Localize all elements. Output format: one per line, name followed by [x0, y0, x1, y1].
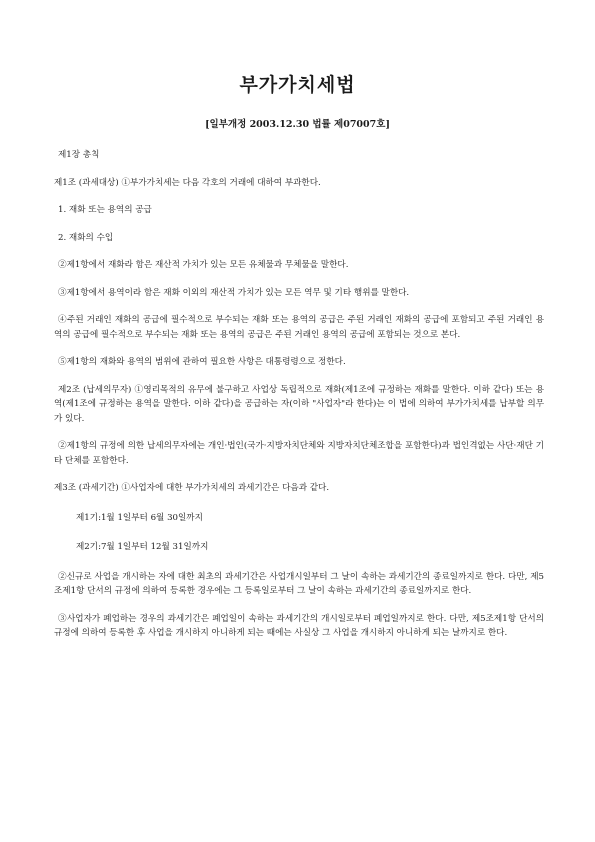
article-1-item-2: 2. 재화의 수입 — [58, 232, 114, 243]
article-3-period-1: 제1기:1월 1일부터 6월 30일까지 — [76, 512, 203, 523]
article-2-paragraph-1: 제2조 (납세의무자) ①영리목적의 유무에 불구하고 사업상 독립적으로 재화(제1조에 규정하는 재화를 말한다. 이하 같다) 또는 용역(제1조에 규정하는 용역을 말한다. 이하 같다)을 공급하는 자(이하 "사업자"라 한다)는 이 법에 의하여 부가가치세를 납부할 의무가 있다. — [54, 384, 544, 424]
chapter-heading: 제1장 총칙 — [58, 150, 100, 160]
article-3-paragraph-2: ②신규로 사업을 개시하는 자에 대한 최초의 과세기간은 사업개시일부터 그 날이 속하는 과세기간의 종료일까지로 한다. 다만, 제5조제1항 단서의 규정에 의하여 등록한 경우에는 그 등록일로부터 그 날이 속하는 과세기간의 종료일까지로 한다. — [54, 571, 544, 596]
article-3-paragraph-3: ③사업자가 폐업하는 경우의 과세기간은 폐업일이 속하는 과세기간의 개시일로부터 폐업일까지로 한다. 다만, 제5조제1항 단서의 규정에 의하여 등록한 후 사업을 개시하지 아니하게 되는 때에는 사실상 그 사업을 개시하지 아니하게 되는 날까지로 한다. — [54, 613, 544, 638]
document-subtitle: [일부개정 2003.12.30 법률 제07007호] — [205, 119, 390, 130]
article-1-paragraph-5: ⑤제1항의 재화와 용역의 범위에 관하여 필요한 사항은 대통령령으로 정한다. — [58, 357, 346, 367]
article-1-item-1: 1. 재화 또는 용역의 공급 — [58, 205, 152, 215]
article-1-paragraph-2: ②제1항에서 재화라 함은 재산적 가치가 있는 모든 유체물과 무체물을 말한다. — [58, 260, 349, 270]
article-3-paragraph-1: 제3조 (과세기간) ①사업자에 대한 부가가치세의 과세기간은 다음과 같다. — [54, 483, 330, 493]
article-2-paragraph-2: ②제1항의 규정에 의한 납세의무자에는 개인·법인(국가·지방자치단체와 지방자치단체조합을 포함한다)과 법인격없는 사단·재단 기타 단체를 포함한다. — [54, 441, 544, 466]
document-body — [54, 148, 544, 654]
article-1-paragraph-4: ④주된 거래인 재화의 공급에 필수적으로 부수되는 재화 또는 용역의 공급은 주된 거래인 재화의 공급에 포함되고 주된 거래인 용역의 공급에 필수적으로 부수되는 재화 또는 용역의 공급은 주된 거래인 용역의 공급에 포함되는 것으로 본다. — [54, 315, 544, 340]
document-title: 부가가치세법 — [239, 74, 356, 96]
article-1-paragraph-3: ③제1항에서 용역이라 함은 재화 이외의 재산적 가치가 있는 모든 역무 및 기타 행위를 말한다. — [58, 287, 410, 298]
article-1-paragraph-1: 제1조 (과세대상) ①부가가치세는 다음 각호의 거래에 대하여 부과한다. — [54, 177, 321, 188]
article-3-period-2: 제2기:7월 1일부터 12월 31일까지 — [76, 542, 209, 552]
